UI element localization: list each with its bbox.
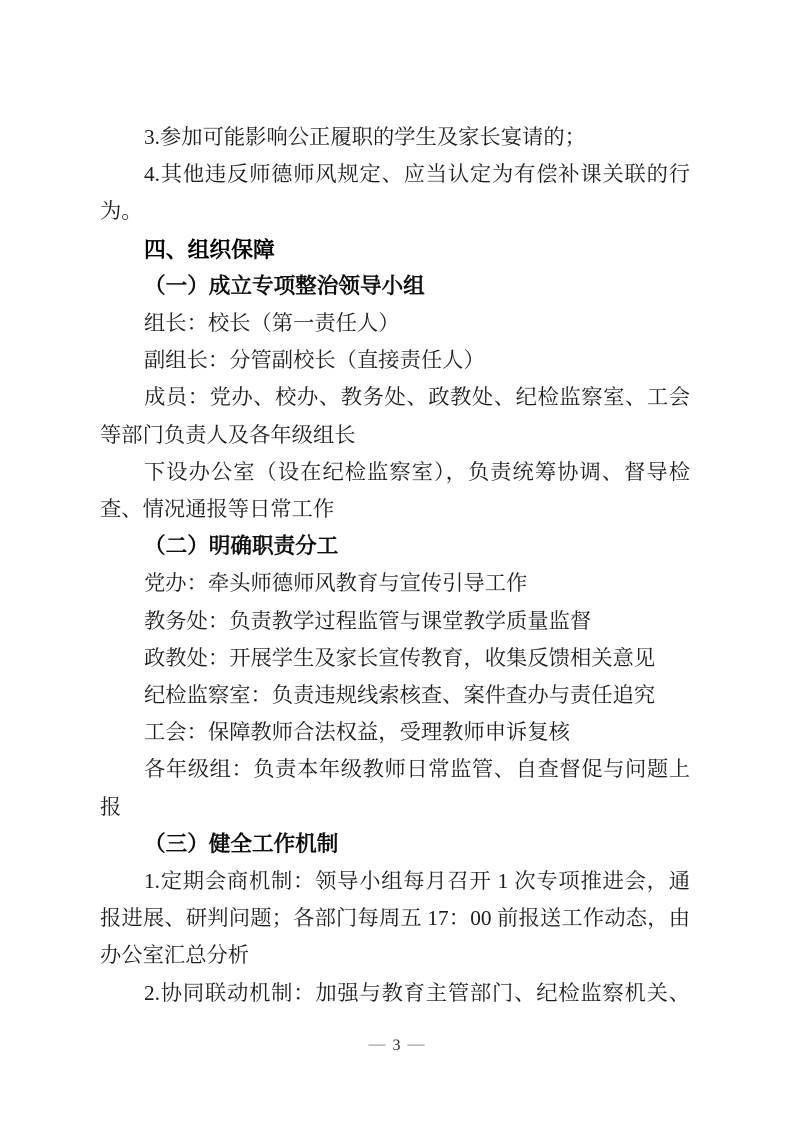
- paragraph-academic-office: [100, 603, 690, 640]
- text-line: （二）明确职责分工: [144, 534, 339, 559]
- paragraph-mechanism-2: [100, 975, 690, 1012]
- text-line: （三）健全工作机制: [144, 831, 339, 856]
- text-line: 等部门负责人及各年级组长: [100, 422, 356, 447]
- paragraph-group-leader: [100, 305, 690, 342]
- page-number: 3: [392, 1037, 401, 1054]
- text-line: 3.参加可能影响公正履职的学生及家长宴请的；: [144, 125, 586, 149]
- subsection-heading-3: [100, 826, 690, 863]
- subsection-heading-2: [100, 528, 690, 565]
- paragraph-political-office: [100, 640, 690, 677]
- page-footer: [0, 1033, 793, 1058]
- text-line: 组长：校长（第一责任人）: [144, 311, 400, 336]
- paragraph-party-office: [100, 565, 690, 602]
- text-line: 副组长：分管副校长（直接责任人）: [144, 348, 485, 373]
- text-line: 党办：牵头师德师风教育与宣传引导工作: [144, 571, 528, 596]
- paragraph-deputy-leader: [100, 342, 690, 379]
- text-line: 为。: [100, 199, 143, 224]
- text-line: 报进展、研判问题；各部门每周五 17：00 前报送工作动态，由: [100, 906, 690, 931]
- paragraph-grade-groups: [100, 751, 690, 825]
- text-line: 4.其他违反师德师风规定、应当认定为有偿补课关联的行: [144, 162, 690, 187]
- section-heading-4: [100, 231, 690, 268]
- text-line: 政教处：开展学生及家长宣传教育，收集反馈相关意见: [144, 645, 656, 670]
- text-line: 各年级组：负责本年级教师日常监管、自查督促与问题上: [144, 757, 690, 782]
- text-line: 工会：保障教师合法权益，受理教师申诉复核: [144, 720, 570, 745]
- subsection-heading-1: [100, 268, 690, 305]
- text-line: （一）成立专项整治领导小组: [144, 273, 425, 298]
- text-line: 成员：党办、校办、教务处、政教处、纪检监察室、工会: [144, 385, 690, 410]
- paragraph-office: [100, 454, 690, 528]
- text-line: 教务处：负责教学过程监管与课堂教学质量监督: [144, 608, 592, 633]
- text-line: 下设办公室（设在纪检监察室），负责统筹协调、督导检: [144, 459, 690, 484]
- text-line: 2.协同联动机制：加强与教育主管部门、纪检监察机关、: [144, 980, 690, 1005]
- footer-dash-right: —: [407, 1034, 425, 1053]
- text-line: 四、组织保障: [144, 236, 275, 262]
- text-line: 办公室汇总分析: [100, 943, 250, 968]
- text-line: 查、情况通报等日常工作: [100, 497, 335, 522]
- paragraph-mechanism-1: [100, 863, 690, 975]
- paragraph-item-4: [100, 156, 690, 230]
- paragraph-discipline-office: [100, 677, 690, 714]
- document-body: [100, 119, 690, 1012]
- paragraph-union: [100, 714, 690, 751]
- text-line: 报: [100, 794, 122, 819]
- text-line: 1.定期会商机制：领导小组每月召开 1 次专项推进会，通: [144, 869, 690, 894]
- paragraph-item-3: [100, 119, 690, 156]
- text-line: 纪检监察室：负责违规线索核查、案件查办与责任追究: [144, 683, 656, 708]
- footer-dash-left: —: [368, 1034, 386, 1053]
- paragraph-members: [100, 379, 690, 453]
